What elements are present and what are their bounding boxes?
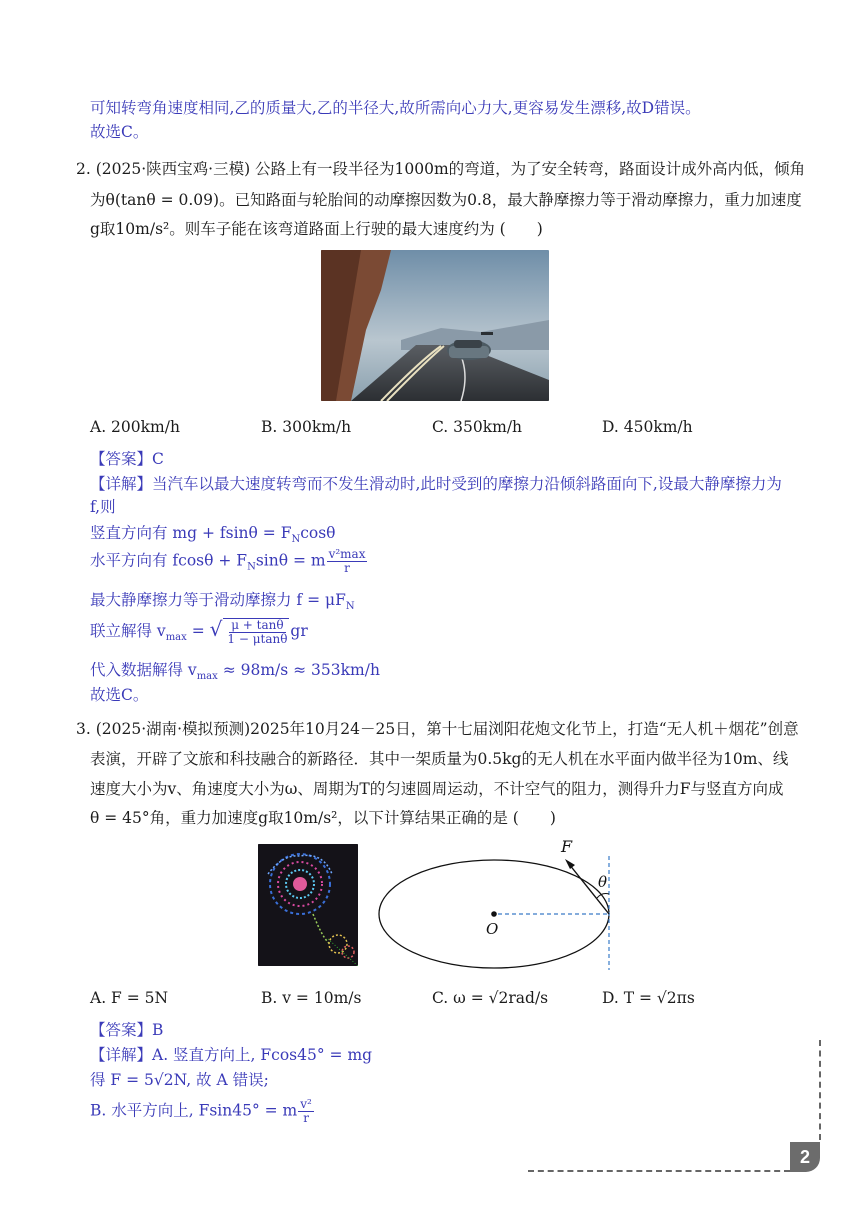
- q2-eq-friction-sub: N: [345, 601, 355, 613]
- q2-eq-solve: [90, 618, 308, 648]
- q3-stem-line-3: 速度大小为v、角速度大小为ω、周期为T的匀速圆周运动，不计空气的阻力，测得升力F与竖直方向成: [90, 780, 784, 798]
- q2-eq-vertical-tail: cosθ: [300, 524, 336, 542]
- q2-eq-horizontal-num: v²max: [328, 547, 366, 561]
- q2-stem-line-2: 为θ(tanθ = 0.09)。已知路面与轮胎间的动摩擦因数为0.8，最大静摩擦力等于滑动摩擦力，重力加速度: [90, 191, 802, 209]
- q3-answer: 【答案】B: [90, 1021, 164, 1039]
- q2-eq-result-tail: ≈ 98m/s ≈ 353km/h: [217, 661, 380, 679]
- fireworks-photo: [258, 844, 358, 966]
- q3-detail-line-1: 【详解】A. 竖直方向上, Fcos45° = mg: [90, 1046, 373, 1064]
- drone-fireworks-image: [258, 844, 358, 966]
- q2-stem-line-3: g取10m/s²。则车子能在该弯道路面上行驶的最大速度约为 ( ): [90, 220, 543, 238]
- q2-option-d[interactable]: D. 450km/h: [602, 418, 693, 436]
- q3-detail-fraction: [298, 1098, 314, 1125]
- q3-detail-line-3: [90, 1098, 315, 1125]
- q2-detail-line-2: f,则: [90, 498, 116, 516]
- q2-eq-result: [90, 660, 380, 687]
- force-label: F: [561, 837, 573, 856]
- q2-eq-friction-head: 最大静摩擦力等于滑动摩擦力 f = μF: [90, 591, 346, 609]
- car-on-road-image: [321, 250, 549, 401]
- q2-eq-vertical: [90, 523, 336, 550]
- q3-stem-line-4: θ = 45°角，重力加速度g取10m/s²，以下计算结果正确的是 ( ): [90, 809, 556, 827]
- q2-eq-solve-eq: =: [186, 622, 210, 640]
- q2-option-c[interactable]: C. 350km/h: [432, 418, 523, 436]
- q3-option-c[interactable]: C. ω = √2rad/s: [432, 989, 549, 1007]
- q2-eq-vertical-head: 竖直方向有 mg + fsinθ = F: [90, 524, 292, 542]
- q2-eq-solve-fraction: [223, 618, 289, 646]
- q2-option-b[interactable]: B. 300km/h: [261, 418, 352, 436]
- q2-eq-horizontal-head: 水平方向有 fcosθ + F: [90, 551, 248, 570]
- q2-eq-horizontal-sub: N: [247, 561, 256, 573]
- q3-detail-line-2: 得 F = 5√2N, 故 A 错误;: [90, 1071, 269, 1089]
- q3-detail-den: r: [303, 1111, 309, 1125]
- prev-conclusion: 故选C。: [90, 123, 149, 141]
- q2-eq-result-sub: max: [196, 671, 218, 683]
- q3-stem-line-1: 3. (2025·湖南·模拟预测)2025年10月24－25日，第十七届浏阳花炮文化节上，打造“无人机＋烟花”创意: [76, 720, 799, 738]
- q2-eq-solve-head: 联立解得 v: [90, 622, 166, 640]
- q2-eq-horizontal-fraction: [327, 548, 368, 575]
- q3-option-d[interactable]: D. T = √2πs: [602, 989, 695, 1007]
- q3-detail-line-3-head: B. 水平方向上, Fsin45° = m: [90, 1101, 298, 1120]
- q3-option-a[interactable]: A. F = 5N: [90, 989, 169, 1007]
- prev-explanation-line: 可知转弯角速度相同,乙的质量大,乙的半径大,故所需向心力大,更容易发生漂移,故D错误。: [90, 99, 701, 117]
- q3-detail-num: v²: [300, 1097, 312, 1111]
- q3-stem-line-2: 表演，开辟了文旅和科技融合的新路径．其中一架质量为0.5kg的无人机在水平面内做半径为10m、线: [90, 750, 789, 768]
- q3-option-b[interactable]: B. v = 10m/s: [261, 989, 362, 1007]
- page-number: 2: [790, 1142, 820, 1172]
- angle-label: θ: [598, 873, 608, 891]
- circular-motion-diagram: [372, 836, 652, 970]
- q2-eq-vertical-sub: N: [291, 534, 301, 546]
- arrowhead-icon: [565, 859, 575, 869]
- sqrt-sign-icon: √: [209, 617, 223, 641]
- q2-eq-horizontal-mid: sinθ = m: [255, 551, 326, 570]
- q2-eq-solve-den: 1 − μtanθ: [227, 632, 288, 646]
- q2-eq-solve-num: μ + tanθ: [231, 618, 284, 632]
- q2-option-a[interactable]: A. 200km/h: [90, 418, 180, 436]
- q2-eq-result-head: 代入数据解得 v: [90, 661, 197, 679]
- page-edge-dashed-line: [819, 1040, 821, 1140]
- q2-conclusion: 故选C。: [90, 686, 149, 704]
- car-photo: [321, 250, 549, 401]
- q2-eq-solve-sub: max: [165, 632, 187, 644]
- q2-answer: 【答案】C: [90, 450, 164, 468]
- center-label: O: [486, 920, 499, 938]
- q2-stem-line-1: 2. (2025·陕西宝鸡·三模) 公路上有一段半径为1000m的弯道，为了安全转弯，路面设计成外高内低，倾角: [76, 160, 806, 178]
- q2-eq-horizontal: [90, 548, 368, 578]
- footer-dashed-line: [528, 1170, 790, 1172]
- center-point: [491, 911, 497, 917]
- q2-detail-line-1: 【详解】当汽车以最大速度转弯而不发生滑动时,此时受到的摩擦力沿倾斜路面向下,设最大静摩擦力为: [90, 475, 782, 493]
- q2-eq-solve-tail: gr: [290, 622, 308, 640]
- q2-eq-horizontal-den: r: [344, 561, 350, 575]
- q2-eq-friction: [90, 590, 355, 617]
